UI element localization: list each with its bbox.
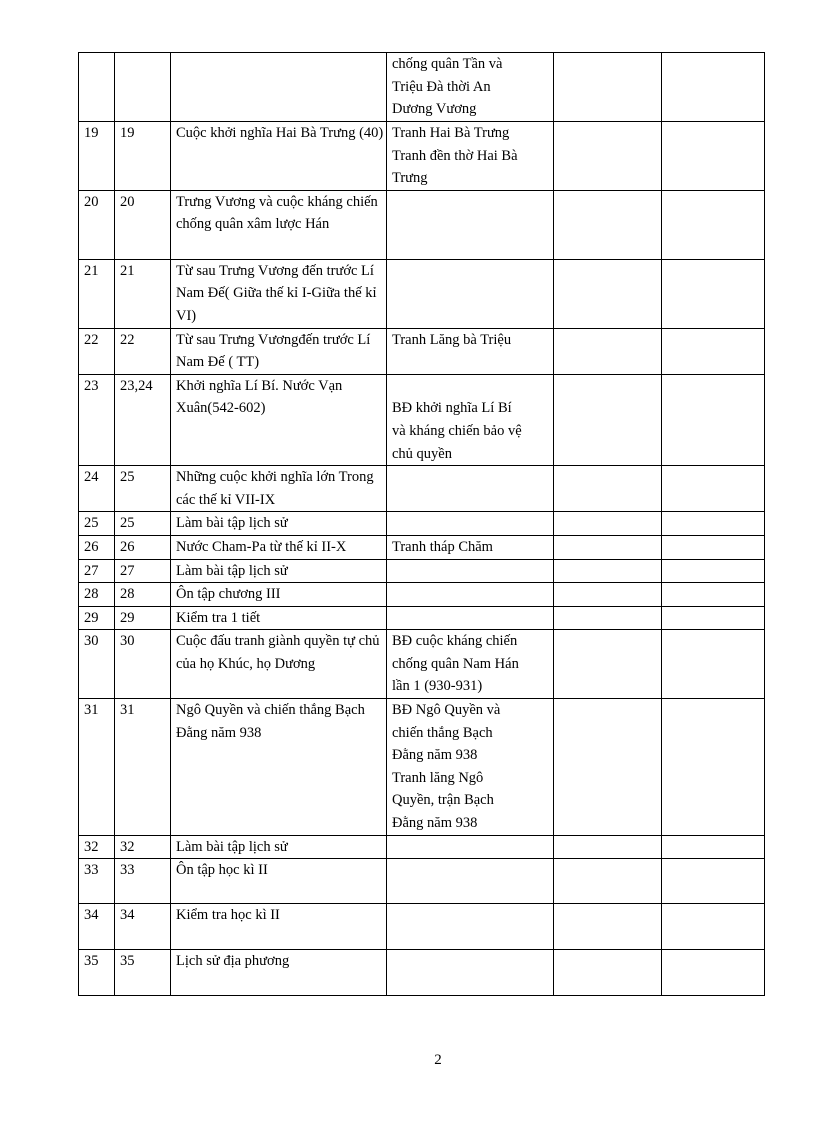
cell-empty-6 bbox=[662, 699, 765, 836]
cell-materials bbox=[387, 859, 554, 904]
cell-empty-5 bbox=[554, 259, 662, 328]
cell-number: 25 bbox=[79, 512, 115, 536]
table-row bbox=[79, 190, 765, 259]
cell-lesson: Ôn tập học kì II bbox=[171, 859, 387, 904]
cell-materials: Tranh tháp Chăm bbox=[387, 535, 554, 559]
table-row bbox=[79, 559, 765, 583]
cell-empty-6 bbox=[662, 466, 765, 512]
cell-materials: BĐ cuộc kháng chiến chống quân Nam Hán lần 1 (930-931) bbox=[387, 630, 554, 699]
cell-period: 25 bbox=[115, 512, 171, 536]
cell-empty-5 bbox=[554, 699, 662, 836]
cell-materials bbox=[387, 466, 554, 512]
cell-empty-5 bbox=[554, 53, 662, 122]
cell-lesson: Làm bài tập lịch sử bbox=[171, 559, 387, 583]
cell-empty-6 bbox=[662, 512, 765, 536]
cell-empty-5 bbox=[554, 374, 662, 465]
cell-period: 22 bbox=[115, 328, 171, 374]
cell-empty-6 bbox=[662, 559, 765, 583]
cell-number: 32 bbox=[79, 835, 115, 859]
cell-lesson: Trưng Vương và cuộc kháng chiến chống quân xâm lược Hán bbox=[171, 190, 387, 259]
cell-number: 35 bbox=[79, 950, 115, 996]
cell-empty-6 bbox=[662, 374, 765, 465]
cell-empty-6 bbox=[662, 259, 765, 328]
cell-period: 26 bbox=[115, 535, 171, 559]
cell-lesson: Ôn tập chương III bbox=[171, 583, 387, 607]
cell-period: 30 bbox=[115, 630, 171, 699]
cell-number: 22 bbox=[79, 328, 115, 374]
cell-period: 28 bbox=[115, 583, 171, 607]
cell-period: 25 bbox=[115, 466, 171, 512]
cell-materials bbox=[387, 583, 554, 607]
cell-period: 31 bbox=[115, 699, 171, 836]
cell-materials bbox=[387, 259, 554, 328]
cell-lesson: Nước Cham-Pa từ thế kỉ II-X bbox=[171, 535, 387, 559]
cell-lesson: Cuộc khởi nghĩa Hai Bà Trưng (40) bbox=[171, 122, 387, 191]
cell-empty-6 bbox=[662, 190, 765, 259]
cell-empty-5 bbox=[554, 559, 662, 583]
cell-period: 27 bbox=[115, 559, 171, 583]
cell-materials bbox=[387, 512, 554, 536]
cell-lesson bbox=[171, 53, 387, 122]
cell-number: 28 bbox=[79, 583, 115, 607]
table-row bbox=[79, 259, 765, 328]
cell-empty-5 bbox=[554, 122, 662, 191]
table-row bbox=[79, 699, 765, 836]
cell-period: 23,24 bbox=[115, 374, 171, 465]
cell-period: 34 bbox=[115, 904, 171, 950]
table-row bbox=[79, 328, 765, 374]
cell-period: 35 bbox=[115, 950, 171, 996]
cell-empty-6 bbox=[662, 535, 765, 559]
cell-lesson: Cuộc đấu tranh giành quyền tự chủ của họ Khúc, họ Dương bbox=[171, 630, 387, 699]
cell-empty-5 bbox=[554, 859, 662, 904]
table-row bbox=[79, 535, 765, 559]
cell-lesson: Từ sau Trưng Vươngđến trước Lí Nam Đế ( TT) bbox=[171, 328, 387, 374]
table-row bbox=[79, 374, 765, 465]
table-row bbox=[79, 122, 765, 191]
cell-materials bbox=[387, 904, 554, 950]
cell-materials: chống quân Tần và Triệu Đà thời An Dương Vương bbox=[387, 53, 554, 122]
cell-period: 33 bbox=[115, 859, 171, 904]
table-row bbox=[79, 512, 765, 536]
cell-number: 34 bbox=[79, 904, 115, 950]
lesson-plan-table bbox=[78, 52, 765, 996]
table-row bbox=[79, 583, 765, 607]
cell-empty-6 bbox=[662, 630, 765, 699]
cell-period: 29 bbox=[115, 606, 171, 630]
cell-number: 30 bbox=[79, 630, 115, 699]
cell-number: 23 bbox=[79, 374, 115, 465]
cell-number: 31 bbox=[79, 699, 115, 836]
cell-empty-5 bbox=[554, 630, 662, 699]
cell-empty-5 bbox=[554, 190, 662, 259]
cell-empty-6 bbox=[662, 122, 765, 191]
table-row bbox=[79, 950, 765, 996]
cell-materials: BĐ khởi nghĩa Lí Bí và kháng chiến bảo vệ chủ quyền bbox=[387, 374, 554, 465]
cell-lesson: Làm bài tập lịch sử bbox=[171, 835, 387, 859]
cell-number: 26 bbox=[79, 535, 115, 559]
cell-period: 32 bbox=[115, 835, 171, 859]
cell-period: 20 bbox=[115, 190, 171, 259]
cell-lesson: Ngô Quyền và chiến thắng Bạch Đằng năm 938 bbox=[171, 699, 387, 836]
cell-empty-5 bbox=[554, 606, 662, 630]
cell-lesson: Kiểm tra học kì II bbox=[171, 904, 387, 950]
cell-lesson: Lịch sử địa phương bbox=[171, 950, 387, 996]
cell-materials: Tranh Lăng bà Triệu bbox=[387, 328, 554, 374]
cell-materials bbox=[387, 835, 554, 859]
cell-empty-6 bbox=[662, 950, 765, 996]
cell-number: 21 bbox=[79, 259, 115, 328]
cell-empty-6 bbox=[662, 328, 765, 374]
cell-empty-6 bbox=[662, 583, 765, 607]
cell-number: 33 bbox=[79, 859, 115, 904]
table-row bbox=[79, 835, 765, 859]
cell-empty-5 bbox=[554, 904, 662, 950]
cell-empty-5 bbox=[554, 835, 662, 859]
cell-number: 27 bbox=[79, 559, 115, 583]
cell-period: 21 bbox=[115, 259, 171, 328]
cell-materials: BĐ Ngô Quyền và chiến thắng Bạch Đằng năm 938 Tranh lăng Ngô Quyền, trận Bạch Đằng năm 938 bbox=[387, 699, 554, 836]
cell-materials bbox=[387, 190, 554, 259]
table-row bbox=[79, 904, 765, 950]
cell-empty-6 bbox=[662, 904, 765, 950]
cell-empty-6 bbox=[662, 859, 765, 904]
cell-period: 19 bbox=[115, 122, 171, 191]
cell-lesson: Làm bài tập lịch sử bbox=[171, 512, 387, 536]
cell-materials bbox=[387, 606, 554, 630]
cell-lesson: Khởi nghĩa Lí Bí. Nước Vạn Xuân(542-602) bbox=[171, 374, 387, 465]
table-row bbox=[79, 466, 765, 512]
cell-lesson: Những cuộc khởi nghĩa lớn Trong các thế kỉ VII-IX bbox=[171, 466, 387, 512]
table-row bbox=[79, 630, 765, 699]
cell-number bbox=[79, 53, 115, 122]
cell-materials bbox=[387, 559, 554, 583]
page-number: 2 bbox=[434, 1052, 442, 1068]
cell-empty-6 bbox=[662, 53, 765, 122]
cell-period bbox=[115, 53, 171, 122]
cell-materials: Tranh Hai Bà Trưng Tranh đền thờ Hai Bà Trưng bbox=[387, 122, 554, 191]
cell-lesson: Kiểm tra 1 tiết bbox=[171, 606, 387, 630]
cell-materials bbox=[387, 950, 554, 996]
table-row bbox=[79, 53, 765, 122]
cell-empty-5 bbox=[554, 512, 662, 536]
table-row bbox=[79, 606, 765, 630]
table-row bbox=[79, 859, 765, 904]
cell-empty-5 bbox=[554, 950, 662, 996]
cell-empty-6 bbox=[662, 606, 765, 630]
cell-number: 24 bbox=[79, 466, 115, 512]
cell-empty-5 bbox=[554, 328, 662, 374]
cell-empty-6 bbox=[662, 835, 765, 859]
cell-number: 20 bbox=[79, 190, 115, 259]
cell-empty-5 bbox=[554, 583, 662, 607]
cell-number: 19 bbox=[79, 122, 115, 191]
cell-lesson: Từ sau Trưng Vương đến trước Lí Nam Đế( Giữa thế kỉ I-Giữa thế kỉ VI) bbox=[171, 259, 387, 328]
cell-empty-5 bbox=[554, 535, 662, 559]
cell-number: 29 bbox=[79, 606, 115, 630]
cell-empty-5 bbox=[554, 466, 662, 512]
